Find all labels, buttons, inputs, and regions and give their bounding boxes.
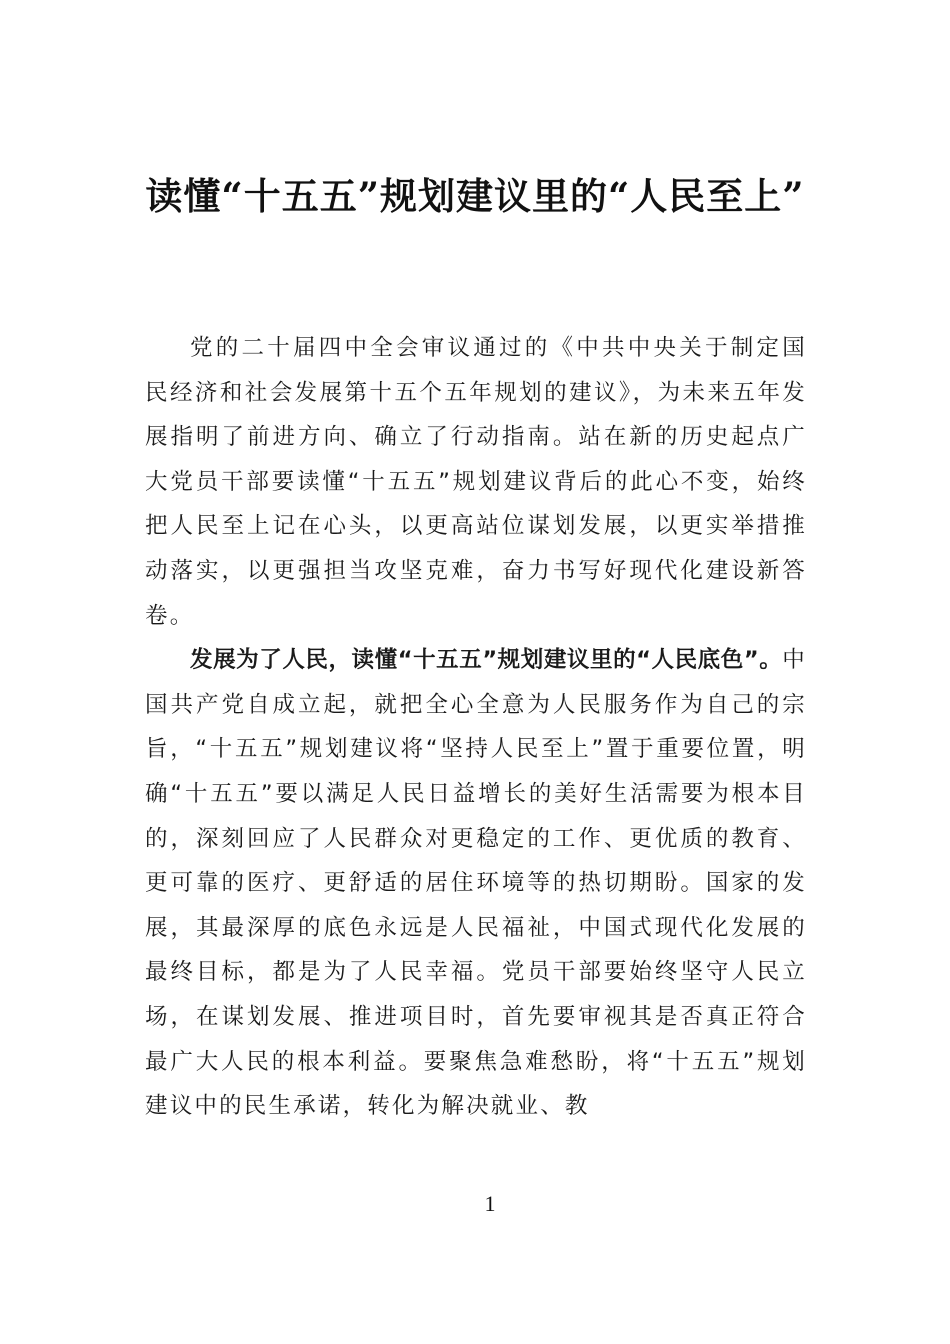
paragraph-section-1-lead: 发展为了人民，读懂“十五五”规划建议里的“人民底色”。 bbox=[190, 647, 783, 674]
paragraph-intro bbox=[145, 326, 807, 638]
document-body bbox=[145, 326, 807, 1129]
paragraph-section-1-text: 中国共产党自成立起，就把全心全意为人民服务作为自己的宗旨，“十五五”规划建议将“坚持人民至上”置于重要位置，明确“十五五”要以满足人民日益增长的美好生活需要为根本目的，深刻回应了人民群众对更稳定的工作、更优质的教育、更可靠的医疗、更舒适的居住环境等的热切期盼。国家的发展，其最深厚的底色永远是人民福祉，中国式现代化发展的最终目标，都是为了人民幸福。党员干部要始终坚守人民立场，在谋划发展、推进项目时，首先要审视其是否真正符合最广大人民的根本利益。要聚焦急难愁盼，将“十五五”规划建议中的民生承诺，转化为解决就业、教 bbox=[145, 647, 807, 1120]
paragraph-intro-text: 党的二十届四中全会审议通过的《中共中央关于制定国民经济和社会发展第十五个五年规划的建议》，为未来五年发展指明了前进方向、确立了行动指南。站在新的历史起点广大党员干部要读懂“十五五”规划建议背后的此心不变，始终把人民至上记在心头，以更高站位谋划发展，以更实举措推动落实，以更强担当攻坚克难，奋力书写好现代化建设新答卷。 bbox=[145, 335, 807, 629]
paragraph-section-1 bbox=[145, 638, 807, 1129]
document-title: 读懂“十五五”规划建议里的“人民至上” bbox=[145, 174, 805, 218]
page-number: 1 bbox=[484, 1191, 496, 1216]
